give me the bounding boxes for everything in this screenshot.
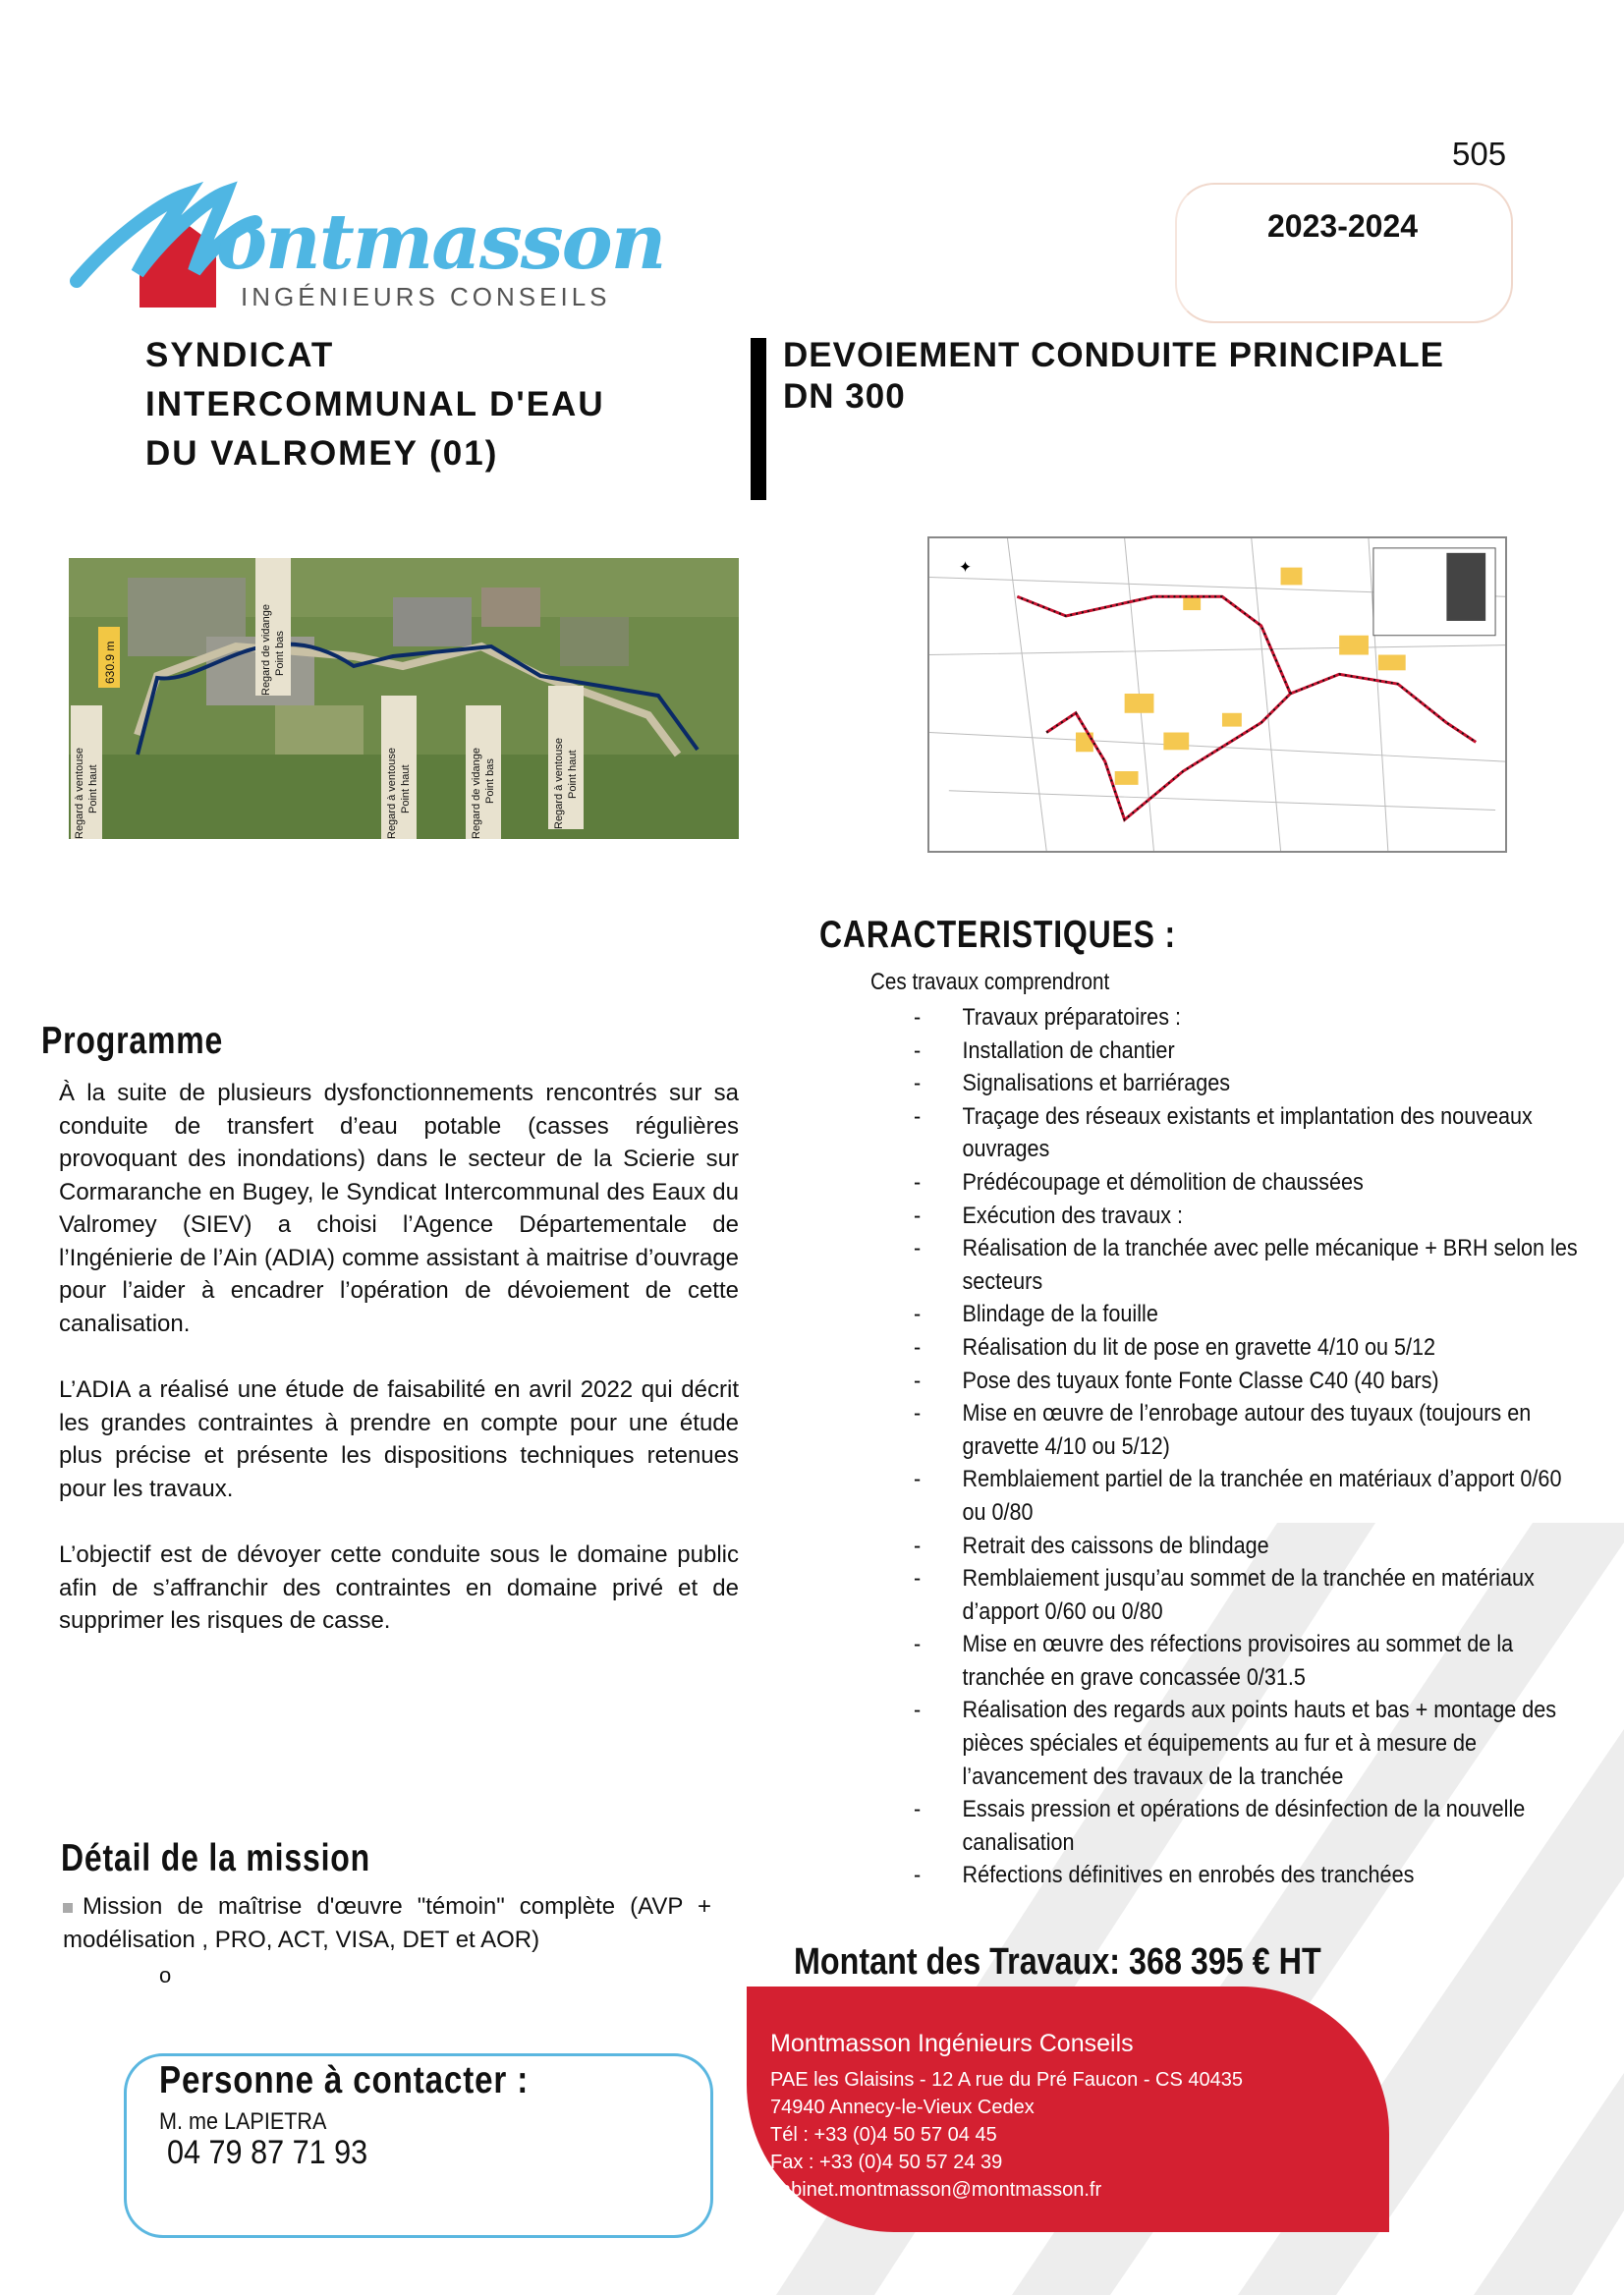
caracteristiques-item bbox=[914, 1298, 1586, 1331]
caracteristiques-item bbox=[914, 1166, 1586, 1200]
year-label: 2023-2024 bbox=[1267, 208, 1419, 244]
caracteristiques-item bbox=[914, 1694, 1586, 1793]
caracteristiques-item-text: Réfections définitives en enrobés des tranchées bbox=[962, 1862, 1415, 1889]
caracteristiques-item-text: Retrait des caissons de blindage bbox=[962, 1532, 1269, 1559]
dash-bullet: - bbox=[914, 1862, 922, 1889]
caracteristiques-item bbox=[914, 1397, 1586, 1463]
caracteristiques-item-text: Blindage de la fouille bbox=[962, 1301, 1158, 1328]
programme-paragraph-1: À la suite de plusieurs dysfonctionnements rencontrés sur sa conduite de transfert d’eau potable (casses régulières provoquant des inondations) dans le secteur de la Scierie sur Cormaranche en Bugey, le Syndicat Intercommunal des Eaux du Valromey (SIEV) a choisi l’Agence Départementale de l’Ingénierie de l’Ain (ADIA) comme assistant à maitrise d’ouvrage pour l’aider à encadrer l’opération de dévoiement de cette canalisation. bbox=[59, 1080, 739, 1337]
dash-bullet: - bbox=[914, 1400, 922, 1427]
caracteristiques-item-text: Mise en œuvre des réfections provisoires au sommet de la tranchée en grave concassée 0/31.5 bbox=[962, 1631, 1514, 1691]
address-line-1: PAE les Glaisins - 12 A rue du Pré Faucon - CS 40435 bbox=[770, 2069, 1243, 2091]
caracteristiques-list bbox=[914, 1001, 1592, 1892]
svg-text:Point haut: Point haut bbox=[400, 764, 412, 813]
caracteristiques-item-text: Mise en œuvre de l’enrobage autour des tuyaux (toujours en gravette 4/10 ou 5/12) bbox=[962, 1400, 1532, 1460]
caracteristiques-item-text: Installation de chantier bbox=[962, 1036, 1175, 1064]
dash-bullet: - bbox=[914, 1631, 922, 1658]
dash-bullet: - bbox=[914, 1466, 922, 1493]
caracteristiques-item-text: Travaux préparatoires : bbox=[962, 1004, 1181, 1031]
mission-item-text: Mission de maîtrise d'œuvre "témoin" complète (AVP + modélisation , PRO, ACT, VISA, DET et AOR) bbox=[63, 1893, 711, 1953]
svg-text:Regard à ventouse: Regard à ventouse bbox=[74, 748, 85, 839]
programme-body bbox=[59, 1077, 739, 1671]
project-title-bar bbox=[751, 338, 766, 500]
year-box bbox=[1175, 183, 1513, 323]
caracteristiques-item bbox=[914, 1562, 1586, 1628]
dash-bullet: - bbox=[914, 1565, 922, 1593]
dash-bullet: - bbox=[914, 1004, 922, 1031]
contact-phone: 04 79 87 71 93 bbox=[167, 2134, 368, 2171]
programme-heading: Programme bbox=[41, 1020, 224, 1062]
caracteristiques-item-text: Pose des tuyaux fonte Fonte Classe C40 (40 bars) bbox=[962, 1367, 1439, 1394]
mission-heading: Détail de la mission bbox=[61, 1837, 370, 1879]
client-title-line-2: INTERCOMMUNAL D'EAU bbox=[145, 385, 605, 423]
caracteristiques-item bbox=[914, 1200, 1586, 1233]
svg-text:Point bas: Point bas bbox=[274, 631, 286, 676]
caracteristiques-item-text: Exécution des travaux : bbox=[962, 1202, 1184, 1229]
mission-sub-bullet: o bbox=[159, 1963, 172, 1987]
montmasson-logo bbox=[69, 175, 678, 317]
mission-item bbox=[63, 1890, 711, 1957]
caracteristiques-item-text: Réalisation des regards aux points hauts et bas + montage des pièces spéciales et équipements au fur et à mesure de l’avancement des travaux de la tranchée bbox=[962, 1697, 1557, 1790]
caracteristiques-item bbox=[914, 1463, 1586, 1529]
dash-bullet: - bbox=[914, 1102, 922, 1130]
address-title: Montmasson Ingénieurs Conseils bbox=[770, 2030, 1134, 2057]
caracteristiques-heading: CARACTERISTIQUES : bbox=[819, 914, 1177, 956]
aerial-length-label: 630.9 m bbox=[103, 641, 117, 684]
project-title-line-2: DN 300 bbox=[783, 377, 906, 416]
caracteristiques-item bbox=[914, 1530, 1586, 1563]
project-title-line-1: DEVOIEMENT CONDUITE PRINCIPALE bbox=[783, 336, 1445, 374]
site-plan bbox=[927, 536, 1507, 853]
programme-paragraph-3: L’objectif est de dévoyer cette conduite sous le domaine public afin de s’affranchir des contraintes en domaine privé et de supprimer les risques de casse. bbox=[59, 1541, 739, 1634]
page-number: 505 bbox=[1452, 136, 1507, 172]
caracteristiques-item-text: Signalisations et barriérages bbox=[962, 1070, 1231, 1097]
address-phone: Tél : +33 (0)4 50 57 04 45 bbox=[770, 2124, 997, 2146]
dash-bullet: - bbox=[914, 1532, 922, 1559]
caracteristiques-item bbox=[914, 1100, 1586, 1166]
dash-bullet: - bbox=[914, 1168, 922, 1196]
caracteristiques-item bbox=[914, 1365, 1586, 1398]
svg-text:Point haut: Point haut bbox=[567, 750, 579, 799]
dash-bullet: - bbox=[914, 1235, 922, 1262]
dash-bullet: - bbox=[914, 1070, 922, 1097]
dash-bullet: - bbox=[914, 1796, 922, 1823]
dash-bullet: - bbox=[914, 1367, 922, 1394]
caracteristiques-item bbox=[914, 1859, 1586, 1892]
caracteristiques-item-text: Traçage des réseaux existants et implantation des nouveaux ouvrages bbox=[962, 1102, 1533, 1163]
caracteristiques-item bbox=[914, 1232, 1586, 1298]
svg-text:Regard de vidange: Regard de vidange bbox=[471, 748, 482, 839]
montant-travaux: Montant des Travaux: 368 395 € HT bbox=[794, 1941, 1321, 1983]
svg-text:Point bas: Point bas bbox=[484, 758, 496, 804]
programme-paragraph-2: L’ADIA a réalisé une étude de faisabilité en avril 2022 qui décrit les grandes contraintes à prendre en compte pour une étude plus précise et présente les dispositions techniques retenues pour les travaux. bbox=[59, 1376, 739, 1502]
dash-bullet: - bbox=[914, 1036, 922, 1064]
dash-bullet: - bbox=[914, 1301, 922, 1328]
caracteristiques-item-text: Remblaiement partiel de la tranchée en matériaux d’apport 0/60 ou 0/80 bbox=[962, 1466, 1562, 1526]
caracteristiques-item bbox=[914, 1628, 1586, 1694]
caracteristiques-item-text: Réalisation de la tranchée avec pelle mécanique + BRH selon les secteurs bbox=[962, 1235, 1578, 1295]
caracteristiques-item bbox=[914, 1001, 1586, 1035]
caracteristiques-item bbox=[914, 1331, 1586, 1365]
caracteristiques-item bbox=[914, 1793, 1586, 1859]
dash-bullet: - bbox=[914, 1202, 922, 1229]
caracteristiques-item-text: Remblaiement jusqu’au sommet de la tranchée en matériaux d’apport 0/60 ou 0/80 bbox=[962, 1565, 1535, 1625]
address-fax: Fax : +33 (0)4 50 57 24 39 bbox=[770, 2152, 1003, 2173]
caracteristiques-item bbox=[914, 1035, 1586, 1068]
svg-text:Regard à ventouse: Regard à ventouse bbox=[386, 748, 398, 839]
contact-heading: Personne à contacter : bbox=[159, 2059, 530, 2101]
contact-name: M. me LAPIETRA bbox=[159, 2108, 327, 2135]
svg-text:Regard à ventouse: Regard à ventouse bbox=[553, 738, 565, 829]
svg-text:Point haut: Point haut bbox=[87, 764, 99, 813]
dash-bullet: - bbox=[914, 1333, 922, 1361]
dash-bullet: - bbox=[914, 1697, 922, 1724]
caracteristiques-item bbox=[914, 1067, 1586, 1100]
square-bullet-icon bbox=[63, 1903, 73, 1913]
svg-text:Regard de vidange: Regard de vidange bbox=[260, 604, 272, 696]
caracteristiques-item-text: Réalisation du lit de pose en gravette 4/10 ou 5/12 bbox=[962, 1333, 1436, 1361]
address-email[interactable]: cabinet.montmasson@montmasson.fr bbox=[770, 2179, 1102, 2201]
svg-text:ontmasson: ontmasson bbox=[216, 197, 665, 287]
caracteristiques-item-text: Essais pression et opérations de désinfection de la nouvelle canalisation bbox=[962, 1796, 1526, 1856]
caracteristiques-intro: Ces travaux comprendront bbox=[870, 969, 1110, 995]
caracteristiques-item-text: Prédécoupage et démolition de chaussées bbox=[962, 1168, 1364, 1196]
address-line-2: 74940 Annecy-le-Vieux Cedex bbox=[770, 2097, 1035, 2118]
aerial-photo bbox=[69, 558, 739, 839]
client-title-line-1: SYNDICAT bbox=[145, 336, 335, 374]
logo-tagline: INGÉNIEURS CONSEILS bbox=[241, 282, 611, 311]
client-title-line-3: DU VALROMEY (01) bbox=[145, 434, 499, 473]
svg-text:✦: ✦ bbox=[958, 559, 973, 577]
